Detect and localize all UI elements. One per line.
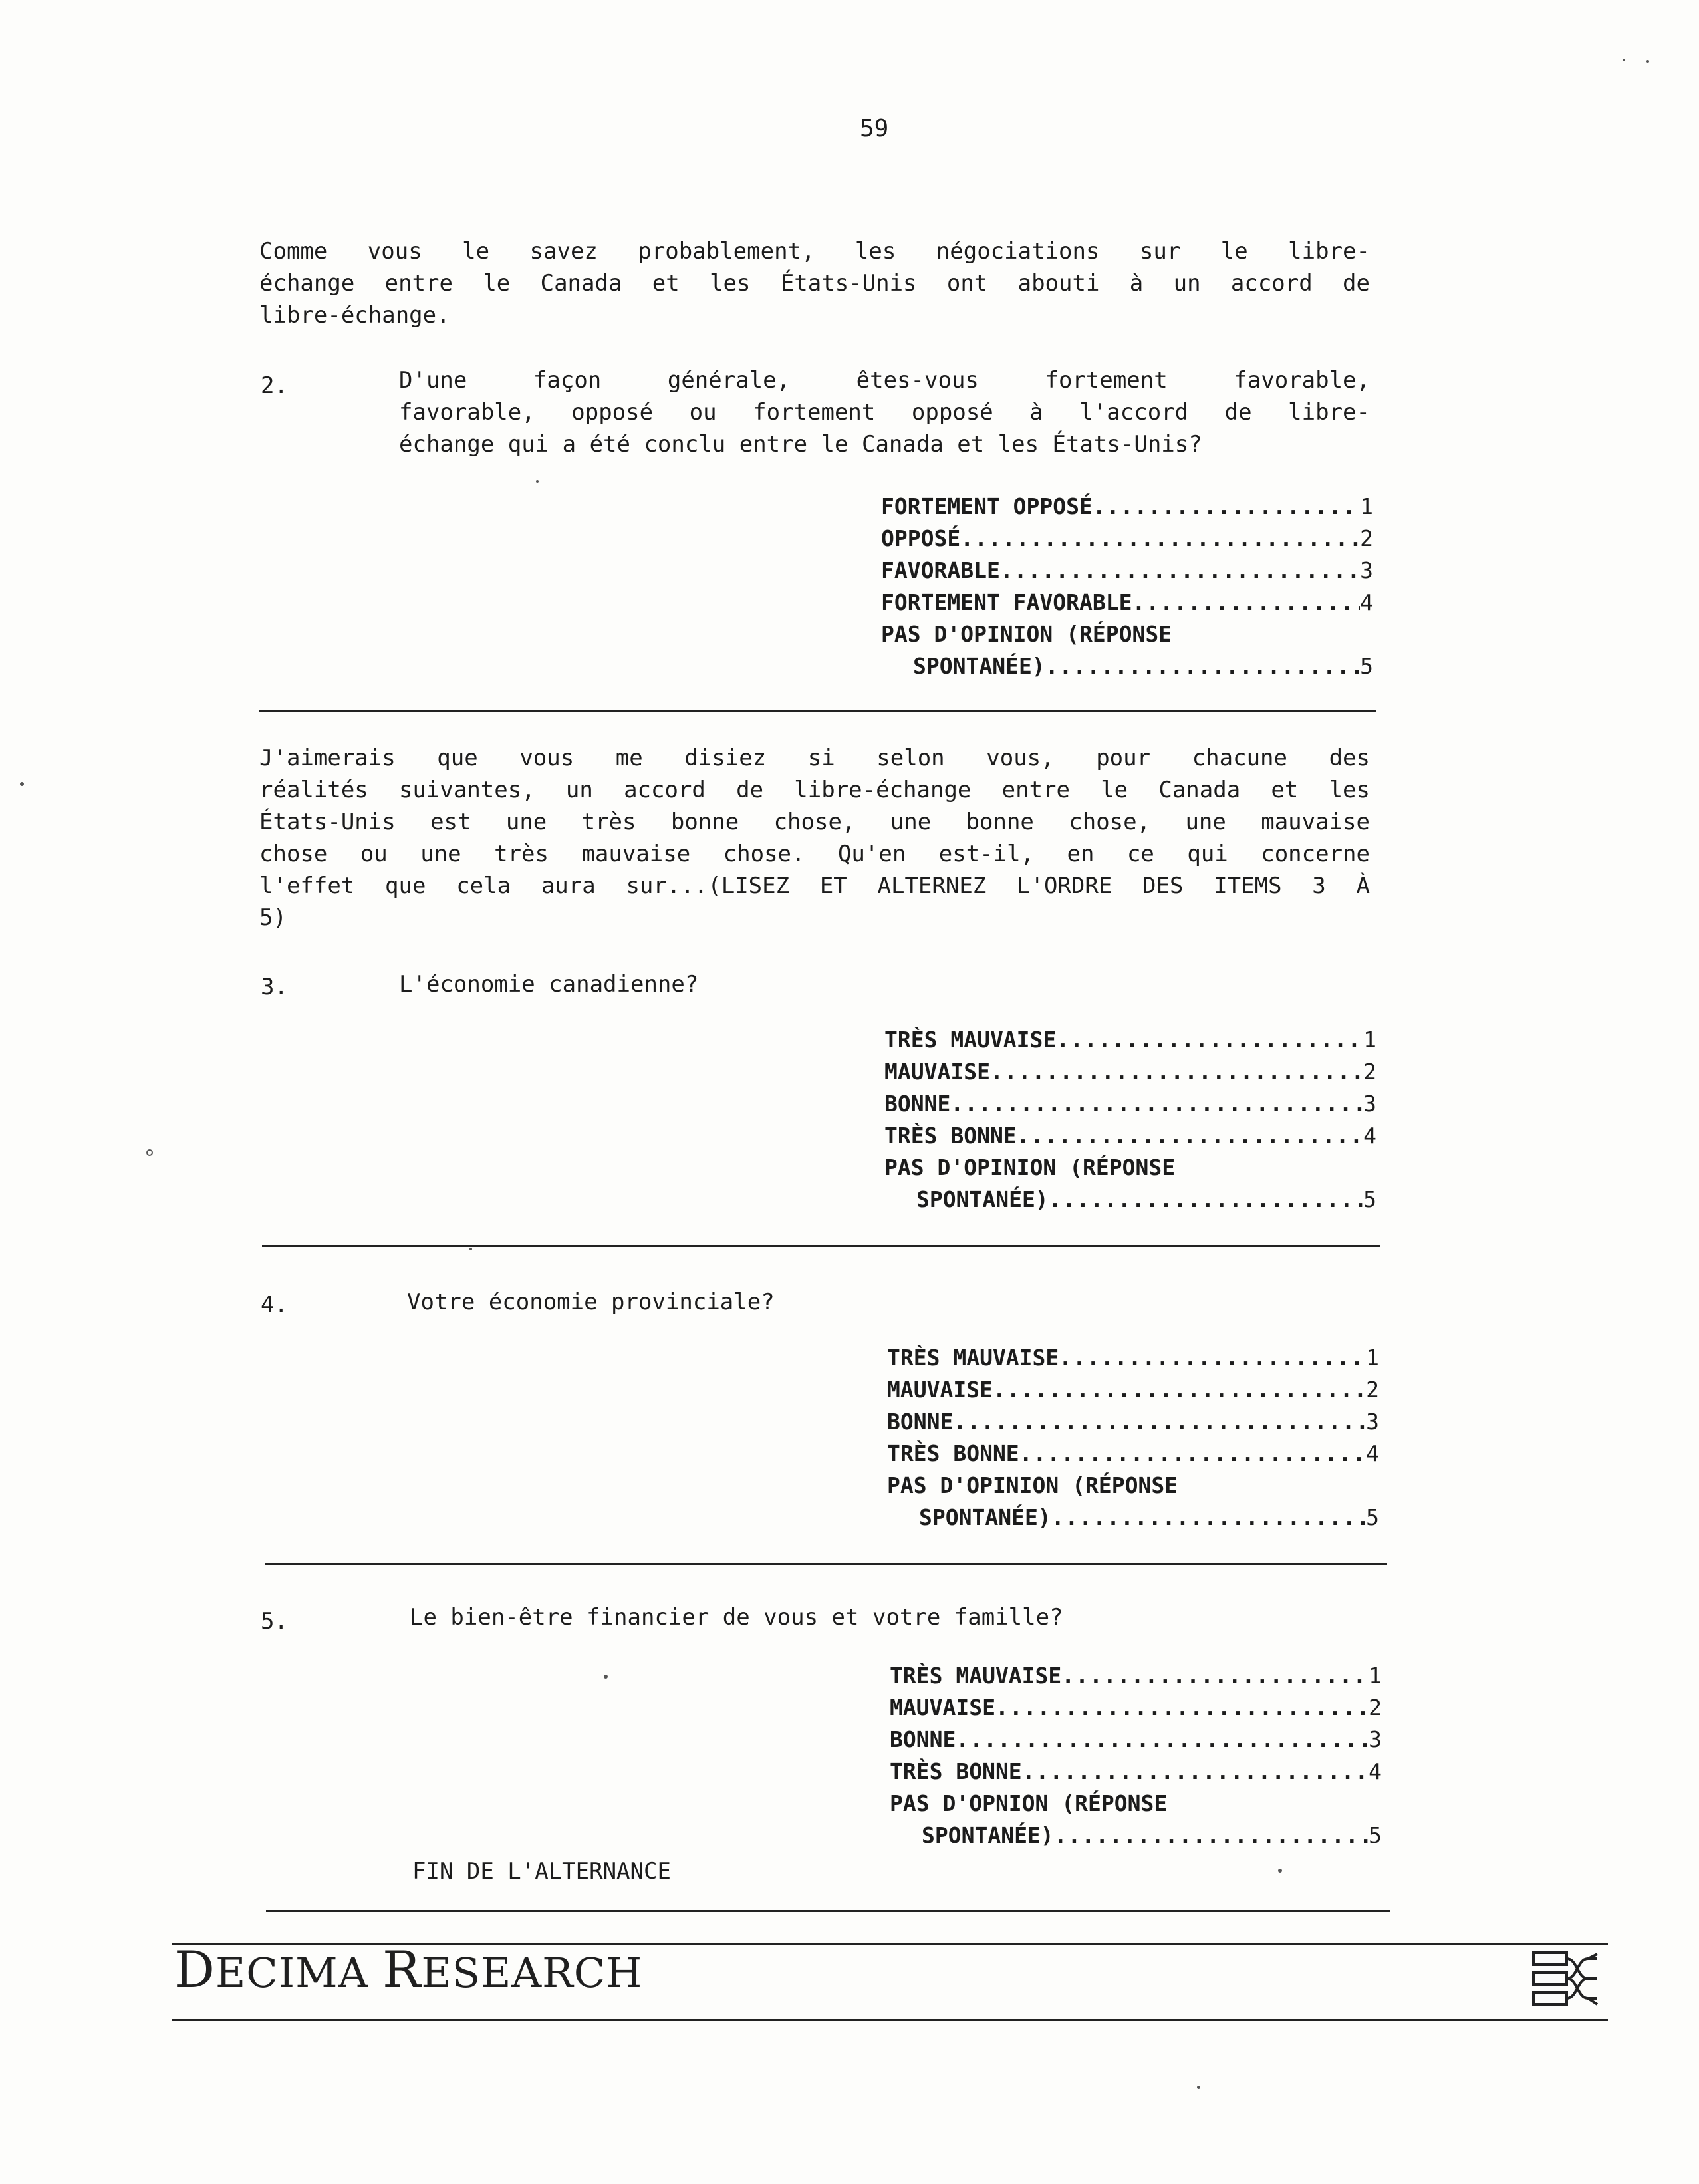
end-of-rotation-note: FIN DE L'ALTERNANCE xyxy=(412,1858,671,1885)
answer-option: BONNE ..... 3 xyxy=(887,1406,1379,1438)
answer-option: SPONTANÉE) ..... 5 xyxy=(884,1184,1376,1216)
footer-brand xyxy=(174,1940,643,1999)
footer-bottom-rule xyxy=(172,2019,1608,2021)
question-4-number: 4. xyxy=(261,1292,288,1318)
question-5-number: 5. xyxy=(261,1608,288,1635)
answer-option: FAVORABLE ..... 3 xyxy=(881,555,1373,587)
instructions-line: réalités suivantes, un accord de libre-échange entre le Canada et les xyxy=(259,777,1370,803)
answer-option: SPONTANÉE) ..... 5 xyxy=(881,650,1373,682)
question-3-number: 3. xyxy=(261,974,288,1000)
section-divider xyxy=(262,1245,1380,1247)
instructions-line: États-Unis est une très bonne chose, une bonne chose, une mauvaise xyxy=(259,809,1370,835)
question-line: D'une façon générale, êtes-vous fortement favorable, xyxy=(399,367,1370,394)
scan-speck xyxy=(1278,1869,1282,1873)
question-2-text xyxy=(399,364,1370,460)
scan-speck xyxy=(536,480,539,483)
question-line: favorable, opposé ou fortement opposé à l'accord de libre- xyxy=(399,399,1370,426)
answer-option: TRÈS BONNE ..... 4 xyxy=(890,1756,1382,1788)
scan-speck xyxy=(1197,2086,1200,2089)
intro-line: libre-échange. xyxy=(259,302,450,329)
section-divider xyxy=(259,710,1376,712)
answer-option: TRÈS MAUVAISE ..... 1 xyxy=(887,1342,1379,1374)
scan-speck xyxy=(1646,60,1649,63)
question-3-text: L'économie canadienne? xyxy=(399,971,699,998)
answer-option: BONNE ..... 3 xyxy=(890,1724,1382,1756)
scan-speck xyxy=(604,1675,608,1679)
answer-option: FORTEMENT FAVORABLE ..... 4 xyxy=(881,587,1373,618)
answer-option: PAS D'OPNION (RÉPONSE xyxy=(890,1790,1168,1816)
answer-option: BONNE ..... 3 xyxy=(884,1088,1376,1120)
question-2-options xyxy=(881,491,1373,682)
scan-speck xyxy=(146,1149,153,1156)
question-4-text: Votre économie provinciale? xyxy=(407,1289,775,1315)
decima-logo-icon xyxy=(1531,1949,1604,2018)
answer-option: SPONTANÉE) ..... 5 xyxy=(890,1820,1382,1851)
answer-option: MAUVAISE ..... 2 xyxy=(887,1374,1379,1406)
page-number: 59 xyxy=(860,115,889,142)
answer-option: TRÈS BONNE ..... 4 xyxy=(887,1438,1379,1470)
question-5-text: Le bien-être financier de vous et votre famille? xyxy=(410,1604,1063,1631)
question-4-options xyxy=(887,1342,1379,1534)
intro-line: échange entre le Canada et les États-Unis ont abouti à un accord de xyxy=(259,270,1370,297)
question-2-number: 2. xyxy=(261,372,288,399)
answer-option: TRÈS BONNE ..... 4 xyxy=(884,1120,1376,1152)
answer-option: FORTEMENT OPPOSÉ ..... 1 xyxy=(881,491,1373,523)
question-3-options xyxy=(884,1024,1376,1216)
answer-option: OPPOSÉ ..... 2 xyxy=(881,523,1373,555)
question-5-options xyxy=(890,1660,1382,1851)
scan-speck xyxy=(469,1248,472,1250)
question-line: échange qui a été conclu entre le Canada et les États-Unis? xyxy=(399,431,1202,458)
answer-option: MAUVAISE ..... 2 xyxy=(884,1056,1376,1088)
instructions-line: 5) xyxy=(259,904,287,931)
instructions-line: J'aimerais que vous me disiez si selon vous, pour chacune des xyxy=(259,745,1370,771)
answer-option: PAS D'OPINION (RÉPONSE xyxy=(887,1472,1178,1498)
instructions-paragraph xyxy=(259,742,1370,934)
intro-line: Comme vous le savez probablement, les négociations sur le libre- xyxy=(259,238,1370,265)
brand-word: ESEARCH xyxy=(421,1949,643,1997)
scan-speck xyxy=(1623,59,1625,61)
answer-option: PAS D'OPINION (RÉPONSE xyxy=(881,621,1172,647)
answer-option: TRÈS MAUVAISE ..... 1 xyxy=(884,1024,1376,1056)
instructions-line: chose ou une très mauvaise chose. Qu'en est-il, en ce qui concerne xyxy=(259,841,1370,867)
intro-paragraph xyxy=(259,235,1370,331)
instructions-line: l'effet que cela aura sur...(LISEZ ET ALTERNEZ L'ORDRE DES ITEMS 3 À xyxy=(259,873,1370,899)
section-divider xyxy=(265,1563,1387,1565)
answer-option: SPONTANÉE) ..... 5 xyxy=(887,1502,1379,1534)
brand-word: ECIMA xyxy=(215,1949,369,1997)
scan-speck xyxy=(20,782,24,786)
answer-option: PAS D'OPINION (RÉPONSE xyxy=(884,1155,1176,1180)
brand-initial: D xyxy=(174,1940,215,1999)
answer-option: MAUVAISE ..... 2 xyxy=(890,1692,1382,1724)
answer-option: TRÈS MAUVAISE ..... 1 xyxy=(890,1660,1382,1692)
brand-initial: R xyxy=(382,1940,422,1999)
section-divider xyxy=(266,1910,1390,1912)
